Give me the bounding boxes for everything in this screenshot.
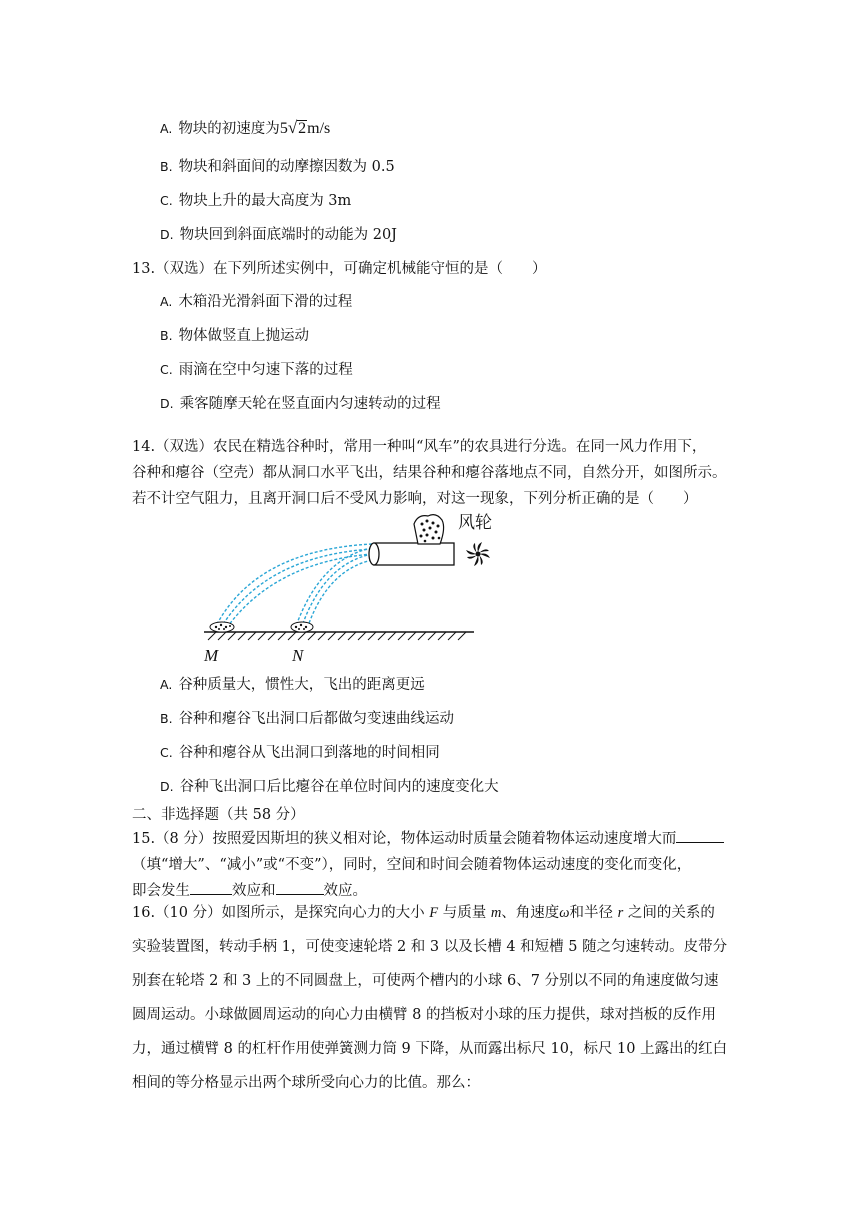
q15-line: （填“增大”、“减小”或“不变”），同时，空间和时间会随着物体运动速度的变化而变化， bbox=[132, 857, 692, 873]
trajectory-lines bbox=[216, 544, 372, 626]
option-text: 物块回到斜面底端时的动能为 20J bbox=[179, 227, 397, 243]
wheel-label: 风轮 bbox=[458, 513, 492, 533]
q16-line: 别套在轮塔 2 和 3 上的不同圆盘上，可使两个槽内的小球 6、7 分别以不同的角速度做匀速 bbox=[132, 973, 719, 989]
option-text: 谷种飞出洞口后比瘪谷在单位时间内的速度变化大 bbox=[179, 779, 499, 795]
option-label: D. bbox=[160, 227, 174, 242]
section-heading: 二、非选择题（共 58 分） bbox=[132, 807, 305, 823]
option-label: A. bbox=[160, 121, 173, 136]
q15-text: 效应。 bbox=[323, 883, 367, 899]
option-label: A. bbox=[160, 294, 173, 309]
answer-blank[interactable] bbox=[676, 828, 724, 843]
answer-blank[interactable] bbox=[190, 880, 232, 895]
q16-text: 与质量 bbox=[438, 905, 491, 921]
option-label: B. bbox=[160, 711, 173, 726]
radical-sign: √ bbox=[287, 118, 298, 137]
option-13d bbox=[160, 394, 441, 414]
option-label: A. bbox=[160, 677, 173, 692]
option-13a bbox=[160, 292, 352, 312]
option-text: 物体做竖直上抛运动 bbox=[178, 328, 310, 344]
option-text: 物块上升的最大高度为 3m bbox=[178, 193, 352, 209]
option-text: 木箱沿光滑斜面下滑的过程 bbox=[178, 294, 353, 310]
option-14b bbox=[160, 709, 454, 729]
variable-m: m bbox=[490, 905, 502, 921]
math-radicand: 2 bbox=[298, 120, 307, 137]
option-text: 谷种和瘪谷从飞出洞口到落地的时间相同 bbox=[178, 745, 440, 761]
point-label-m: M bbox=[204, 646, 219, 665]
q16-line: 实验装置图，转动手柄 1，可使变速轮塔 2 和 3 以及长槽 4 和短槽 5 随之匀速转动。皮带分 bbox=[132, 939, 728, 955]
q16-line bbox=[132, 896, 732, 930]
question-14-stem bbox=[132, 434, 732, 512]
option-text: 物块和斜面间的动摩擦因数为 0.5 bbox=[178, 159, 395, 175]
math-expression bbox=[280, 120, 330, 137]
q15-line bbox=[132, 826, 732, 852]
option-label: B. bbox=[160, 328, 173, 343]
option-label: D. bbox=[160, 779, 174, 794]
option-label: C. bbox=[160, 193, 173, 208]
grain-pile-m bbox=[210, 622, 234, 632]
math-unit: m/s bbox=[307, 120, 331, 137]
math-coefficient: 5 bbox=[279, 120, 288, 137]
option-label: D. bbox=[160, 396, 174, 411]
q15-text: 15.（8 分）按照爱因斯坦的狭义相对论，物体运动时质量会随着物体运动速度增大而 bbox=[132, 831, 677, 847]
question-16 bbox=[132, 896, 732, 1100]
option-12a bbox=[160, 118, 330, 139]
option-text: 雨滴在空中匀速下落的过程 bbox=[178, 362, 353, 378]
option-text: 物块的初速度为 bbox=[178, 121, 280, 137]
q16-line: 相间的等分格显示出两个球所受向心力的比值。那么： bbox=[132, 1075, 480, 1091]
q16-text: 、角速度 bbox=[501, 905, 560, 921]
option-12d bbox=[160, 225, 397, 245]
option-label: C. bbox=[160, 362, 173, 377]
stem-line: 14.（双选）农民在精选谷种时，常用一种叫“风车”的农具进行分选。在同一风力作用下， bbox=[132, 439, 707, 455]
question-15 bbox=[132, 826, 732, 904]
q15-text: 即会发生 bbox=[132, 883, 190, 899]
option-12c bbox=[160, 191, 351, 211]
question-13-stem: 13.（双选）在下列所述实例中，可确定机械能守恒的是（ ） bbox=[132, 261, 547, 277]
q16-line: 圆周运动。小球做圆周运动的向心力由横臂 8 的挡板对小球的压力提供，球对挡板的反作用 bbox=[132, 1007, 716, 1023]
q16-text: 16.（10 分）如图所示，是探究向心力的大小 bbox=[132, 905, 430, 921]
stem-line: 若不计空气阻力，且离开洞口后不受风力影响，对这一现象，下列分析正确的是（ ） bbox=[132, 491, 698, 507]
option-13c bbox=[160, 360, 353, 380]
stem-line: 谷种和瘪谷（空壳）都从洞口水平飞出，结果谷种和瘪谷落地点不同，自然分开，如图所示。 bbox=[132, 465, 727, 481]
option-label: C. bbox=[160, 745, 173, 760]
answer-blank[interactable] bbox=[276, 880, 324, 895]
option-14a bbox=[160, 675, 425, 695]
q16-line: 力，通过横臂 8 的杠杆作用使弹簧测力筒 9 下降，从而露出标尺 10，标尺 10 上露出的红白 bbox=[132, 1041, 728, 1057]
variable-f: F bbox=[429, 905, 439, 921]
ground-hatching bbox=[208, 632, 466, 640]
q16-text: 之间的关系的 bbox=[623, 905, 715, 921]
variable-r: r bbox=[617, 905, 624, 921]
q15-text: 效应和 bbox=[232, 883, 276, 899]
grain-pile-n bbox=[291, 622, 313, 632]
point-label-n: N bbox=[292, 646, 304, 665]
option-label: B. bbox=[160, 159, 173, 174]
option-text: 谷种和瘪谷飞出洞口后都做匀变速曲线运动 bbox=[178, 711, 455, 727]
fan-tube bbox=[369, 543, 454, 565]
option-14c bbox=[160, 743, 440, 763]
fan-wheel-icon bbox=[466, 542, 490, 566]
option-13b bbox=[160, 326, 309, 346]
option-text: 乘客随摩天轮在竖直面内匀速转动的过程 bbox=[179, 396, 441, 412]
winnowing-diagram bbox=[196, 508, 506, 668]
option-12b bbox=[160, 157, 395, 177]
grain-hopper bbox=[414, 515, 444, 544]
option-14d bbox=[160, 777, 499, 797]
variable-omega: ω bbox=[559, 905, 570, 921]
q16-text: 和半径 bbox=[569, 905, 618, 921]
option-text: 谷种质量大，惯性大，飞出的距离更远 bbox=[178, 677, 425, 693]
